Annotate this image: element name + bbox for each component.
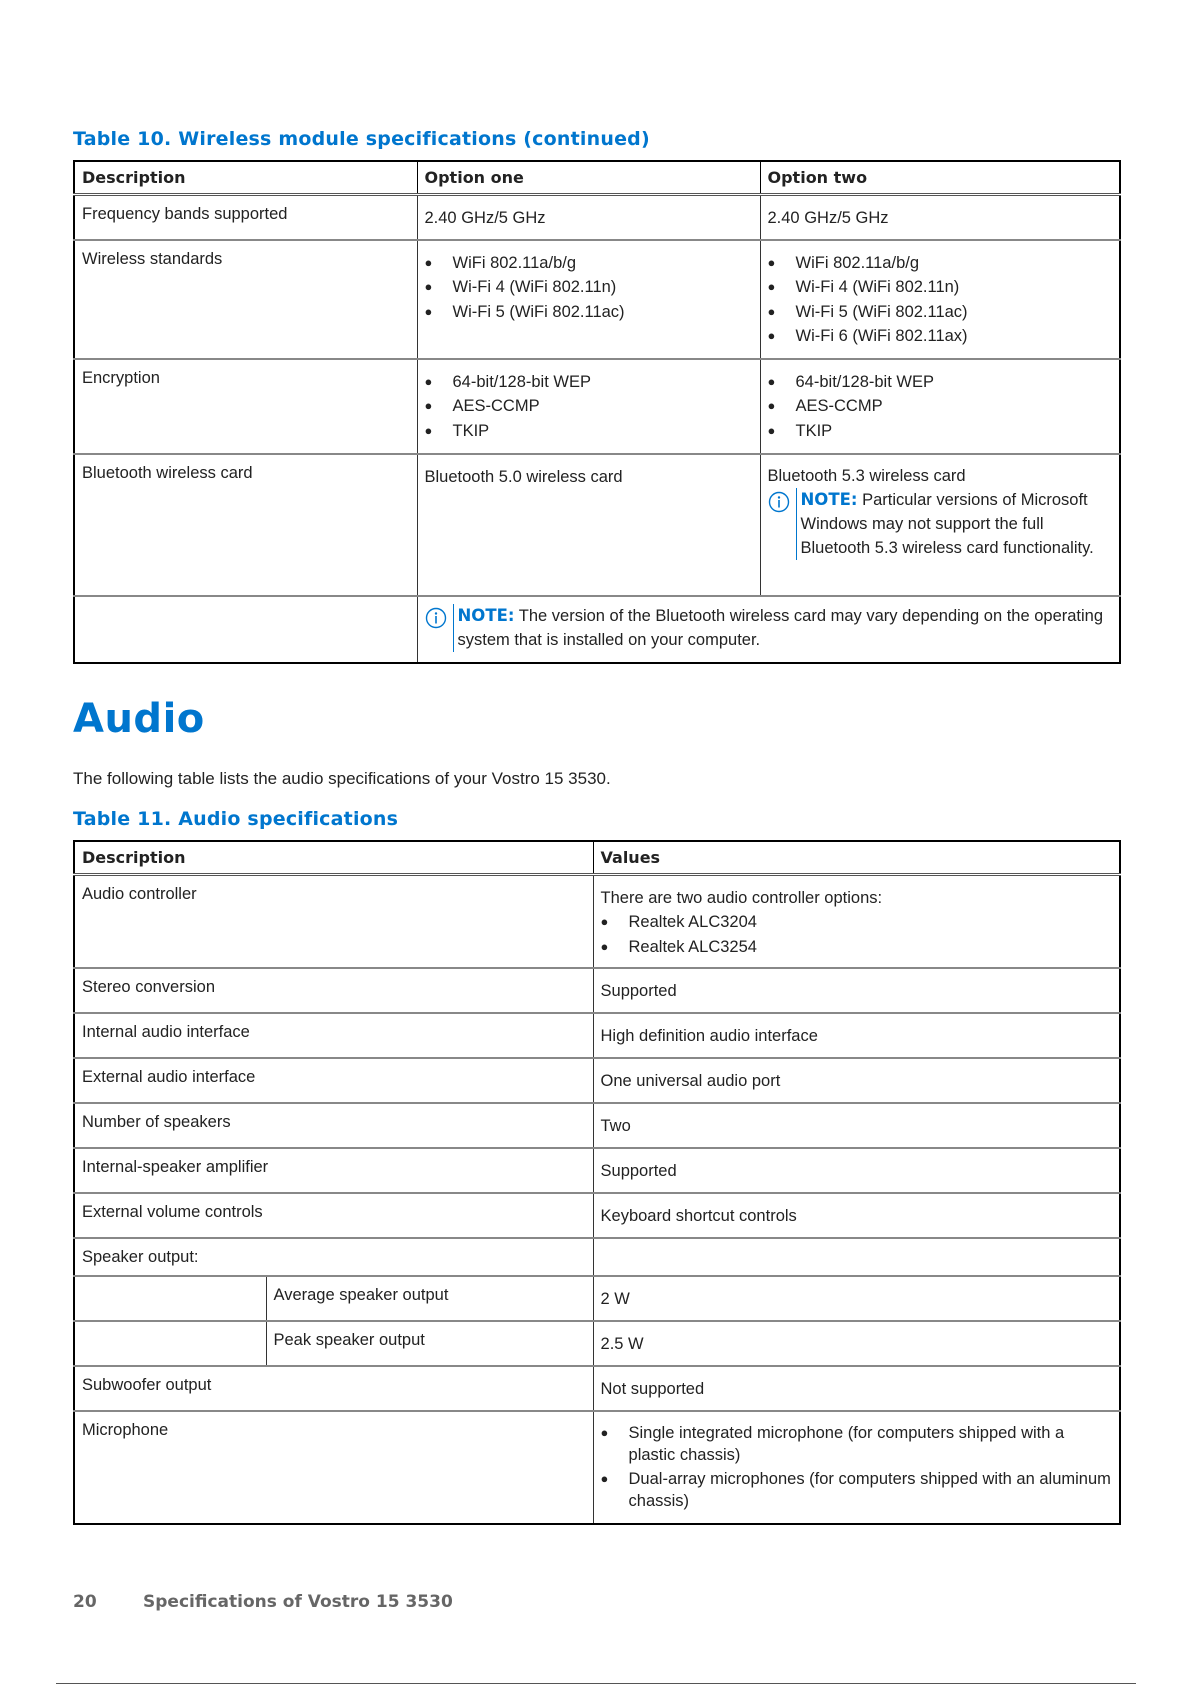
row-label: Internal-speaker amplifier — [74, 1148, 593, 1193]
list-item: ● Realtek ALC3254 — [601, 935, 1113, 960]
table-row — [74, 1276, 1120, 1321]
table-row — [74, 1411, 1120, 1524]
list-item: ● Single integrated microphone (for computers shipped with a plastic chassis) — [601, 1422, 1113, 1466]
note-label: NOTE: — [457, 605, 515, 625]
section-title: Audio — [73, 696, 205, 742]
row-label: Stereo conversion — [74, 968, 593, 1013]
row-label: Speaker output: — [74, 1238, 593, 1276]
row-sublabel: Peak speaker output — [266, 1321, 593, 1366]
row-label: Bluetooth wireless card — [74, 454, 417, 596]
header-values: Values — [593, 841, 1120, 875]
empty-cell — [593, 1238, 1120, 1276]
header-description: Description — [74, 841, 593, 875]
empty-cell — [74, 1276, 266, 1321]
table-row — [74, 1321, 1120, 1366]
list-item: ● AES-CCMP — [425, 394, 753, 419]
list-item: ● AES-CCMP — [768, 394, 1113, 419]
footnote-cell — [417, 596, 1120, 663]
row-label: Internal audio interface — [74, 1013, 593, 1058]
cell-value: Bluetooth 5.3 wireless card — [767, 466, 966, 485]
note-text: The version of the Bluetooth wireless card may vary depending on the operating system that is installed on your computer. — [457, 606, 1104, 649]
table-header-row — [74, 161, 1120, 195]
row-label: Microphone — [74, 1411, 593, 1524]
cell-value: Not supported — [593, 1366, 1120, 1411]
table-row — [74, 1103, 1120, 1148]
cell-value: 2.40 GHz/5 GHz — [417, 195, 760, 240]
list-item: ● Realtek ALC3204 — [601, 910, 1113, 935]
note-block — [425, 604, 1113, 652]
table-row — [74, 1058, 1120, 1103]
table-row — [74, 875, 1120, 968]
cell-value-with-note — [760, 454, 1120, 596]
table-row — [74, 1013, 1120, 1058]
table-header-row — [74, 841, 1120, 875]
list-item: ● Wi-Fi 4 (WiFi 802.11n) — [768, 275, 1113, 300]
table-row — [74, 359, 1120, 454]
row-label: Frequency bands supported — [74, 195, 417, 240]
page-number: 20 — [73, 1592, 97, 1612]
table-row — [74, 968, 1120, 1013]
cell-value: Supported — [593, 1148, 1120, 1193]
list-item: ● Wi-Fi 6 (WiFi 802.11ax) — [768, 324, 1113, 349]
audio-spec-table — [73, 840, 1121, 1525]
list-item: ● WiFi 802.11a/b/g — [425, 251, 753, 276]
list-item: ● TKIP — [768, 419, 1113, 444]
table-row — [74, 1148, 1120, 1193]
cell-list — [760, 240, 1120, 359]
cell-value: Two — [593, 1103, 1120, 1148]
cell-value: 2.40 GHz/5 GHz — [760, 195, 1120, 240]
row-label: Subwoofer output — [74, 1366, 593, 1411]
cell-value: There are two audio controller options: — [600, 889, 883, 907]
header-description: Description — [74, 161, 417, 195]
note-body — [453, 604, 1113, 652]
cell-list — [760, 359, 1120, 454]
row-label: Wireless standards — [74, 240, 417, 359]
empty-cell — [74, 1321, 266, 1366]
table-row — [74, 454, 1120, 596]
list-item: ● WiFi 802.11a/b/g — [768, 251, 1113, 276]
page-footer — [73, 1592, 453, 1612]
cell-value: Keyboard shortcut controls — [593, 1193, 1120, 1238]
list-item: ● Wi-Fi 5 (WiFi 802.11ac) — [768, 300, 1113, 325]
note-body — [796, 488, 1113, 560]
list-item: ● Wi-Fi 5 (WiFi 802.11ac) — [425, 300, 753, 325]
section-intro: The following table lists the audio specifications of your Vostro 15 3530. — [73, 769, 611, 788]
cell-value: One universal audio port — [593, 1058, 1120, 1103]
cell-value: 2 W — [593, 1276, 1120, 1321]
footer-title: Specifications of Vostro 15 3530 — [143, 1592, 453, 1612]
cell-value: High definition audio interface — [593, 1013, 1120, 1058]
row-label: External audio interface — [74, 1058, 593, 1103]
table-row — [74, 596, 1120, 663]
header-option-one: Option one — [417, 161, 760, 195]
table-row — [74, 195, 1120, 240]
row-sublabel: Average speaker output — [266, 1276, 593, 1321]
cell-value: Supported — [593, 968, 1120, 1013]
cell-list — [417, 240, 760, 359]
list-item: ● Dual-array microphones (for computers shipped with an aluminum chassis) — [601, 1468, 1113, 1512]
row-label: Audio controller — [74, 875, 593, 968]
list-item: ● TKIP — [425, 419, 753, 444]
note-block — [768, 488, 1113, 560]
info-circle-icon — [425, 604, 453, 636]
table-row — [74, 1366, 1120, 1411]
empty-cell — [74, 596, 417, 663]
table-row — [74, 1238, 1120, 1276]
table-11-caption: Table 11. Audio specifications — [73, 808, 399, 830]
table-row — [74, 240, 1120, 359]
cell-value: Bluetooth 5.0 wireless card — [417, 454, 760, 596]
cell-list — [593, 1411, 1120, 1524]
cell-value: 2.5 W — [593, 1321, 1120, 1366]
note-label: NOTE: — [800, 489, 858, 509]
note-text: Particular versions of Microsoft Windows may not support the full Bluetooth 5.3 wireless card functionality. — [800, 490, 1094, 557]
info-circle-icon — [768, 488, 796, 520]
list-item: ● Wi-Fi 4 (WiFi 802.11n) — [425, 275, 753, 300]
list-item: ● 64-bit/128-bit WEP — [425, 370, 753, 395]
wireless-spec-table — [73, 160, 1121, 664]
table-10-caption: Table 10. Wireless module specifications (continued) — [73, 128, 650, 150]
cell-list — [593, 875, 1120, 968]
row-label: Number of speakers — [74, 1103, 593, 1148]
list-item: ● 64-bit/128-bit WEP — [768, 370, 1113, 395]
row-label: Encryption — [74, 359, 417, 454]
row-label: External volume controls — [74, 1193, 593, 1238]
table-row — [74, 1193, 1120, 1238]
header-option-two: Option two — [760, 161, 1120, 195]
cell-list — [417, 359, 760, 454]
